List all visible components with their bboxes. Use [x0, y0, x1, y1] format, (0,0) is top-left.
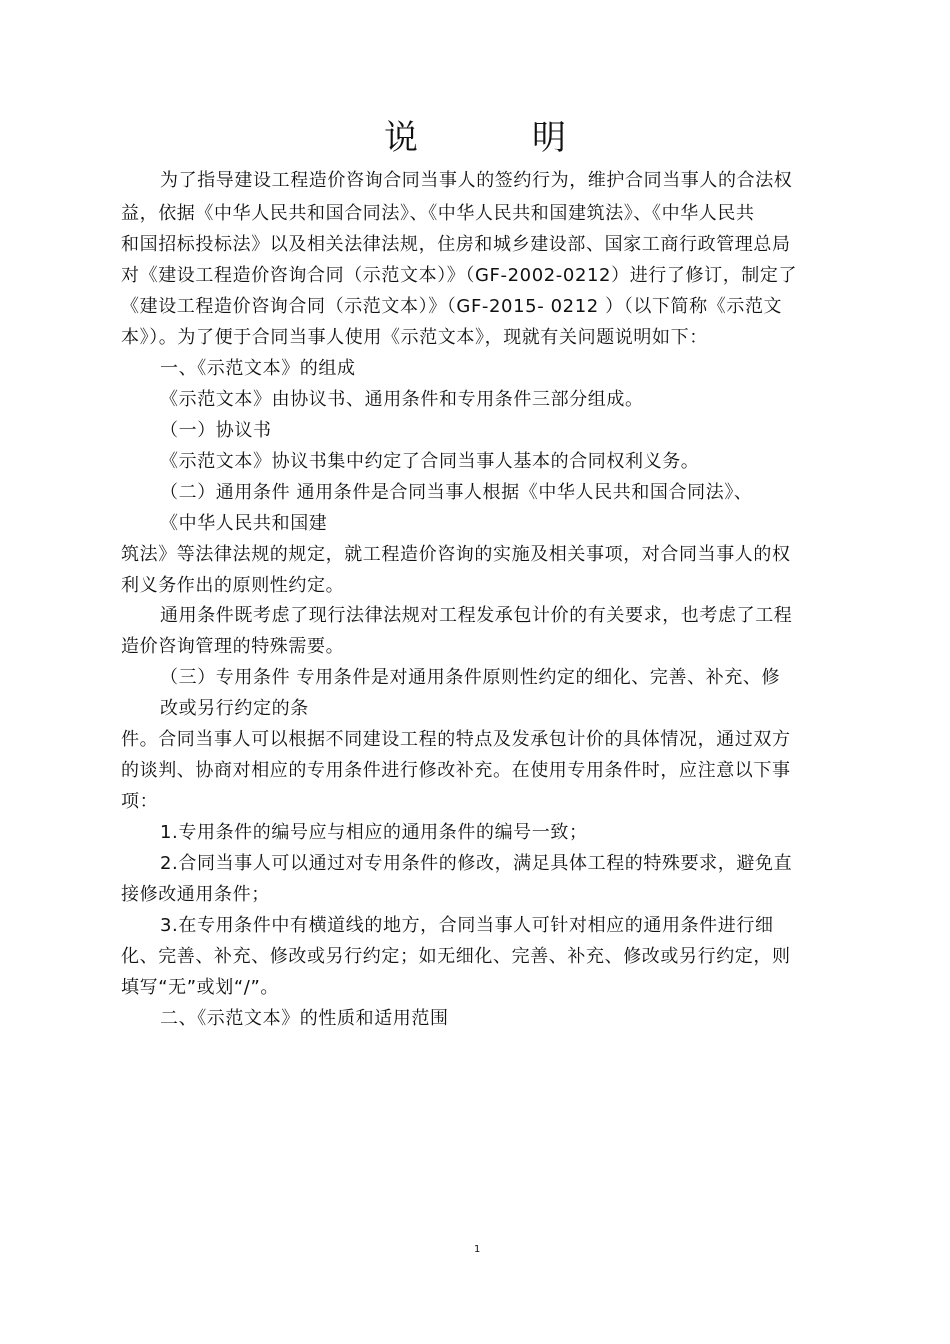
paragraph-line: 件。合同当事人可以根据不同建设工程的特点及发承包计价的具体情况，通过双方 — [121, 729, 791, 750]
list-item: 接修改通用条件； — [121, 884, 270, 905]
paragraph-line: （二）通用条件 通用条件是合同当事人根据《中华人民共和国合同法》、 — [160, 482, 753, 503]
paragraph-line: 为了指导建设工程造价咨询合同当事人的签约行为，维护合同当事人的合法权 — [160, 170, 793, 191]
list-item: 1.专用条件的编号应与相应的通用条件的编号一致； — [160, 822, 588, 843]
paragraph-line: 造价咨询管理的特殊需要。 — [121, 636, 345, 657]
page-number: 1 — [474, 1244, 481, 1255]
paragraph-line: 通用条件既考虑了现行法律法规对工程发承包计价的有关要求，也考虑了工程 — [160, 605, 793, 626]
paragraph-line: 筑法》等法律法规的规定，就工程造价咨询的实施及相关事项，对合同当事人的权 — [121, 544, 791, 565]
list-item: 3.在专用条件中有横道线的地方，合同当事人可针对相应的通用条件进行细 — [160, 915, 774, 936]
section-heading: 二、《示范文本》的性质和适用范围 — [160, 1008, 449, 1029]
paragraph-line: 《中华人民共和国建 — [160, 513, 328, 534]
subsection-heading: （一）协议书 — [160, 420, 272, 441]
paragraph-line: 《示范文本》协议书集中约定了合同当事人基本的合同权利义务。 — [160, 451, 700, 472]
paragraph-line: 对《建设工程造价咨询合同（示范文本）》（GF-2002-0212）进行了修订，制定了 — [121, 265, 798, 286]
paragraph-line: 的谈判、协商对相应的专用条件进行修改补充。在使用专用条件时，应注意以下事 — [121, 760, 791, 781]
list-item: 化、完善、补充、修改或另行约定；如无细化、完善、补充、修改或另行约定，则 — [121, 946, 791, 967]
paragraph-line: （三）专用条件 专用条件是对通用条件原则性约定的细化、完善、补充、修 — [160, 667, 781, 688]
section-heading: 一、《示范文本》的组成 — [160, 358, 356, 379]
list-item: 填写“无”或划“/”。 — [121, 977, 279, 998]
paragraph-line: 改或另行约定的条 — [160, 698, 309, 719]
list-item: 2.合同当事人可以通过对专用条件的修改，满足具体工程的特殊要求，避免直 — [160, 853, 793, 874]
paragraph-line: 《示范文本》由协议书、通用条件和专用条件三部分组成。 — [160, 389, 644, 410]
page-title: 说 明 — [384, 118, 606, 158]
paragraph-line: 《建设工程造价咨询合同（示范文本）》（GF-2015- 0212 ）（以下简称《示范文 — [121, 296, 783, 317]
paragraph-line: 益，依据《中华人民共和国合同法》、《中华人民共和国建筑法》、《中华人民共 — [121, 203, 755, 224]
paragraph-line: 项： — [121, 791, 159, 812]
paragraph-line: 和国招标投标法》以及相关法律法规，住房和城乡建设部、国家工商行政管理总局 — [121, 234, 791, 255]
paragraph-line: 本》）。为了便于合同当事人使用《示范文本》，现就有关问题说明如下： — [121, 327, 708, 348]
paragraph-line: 利义务作出的原则性约定。 — [121, 575, 345, 596]
